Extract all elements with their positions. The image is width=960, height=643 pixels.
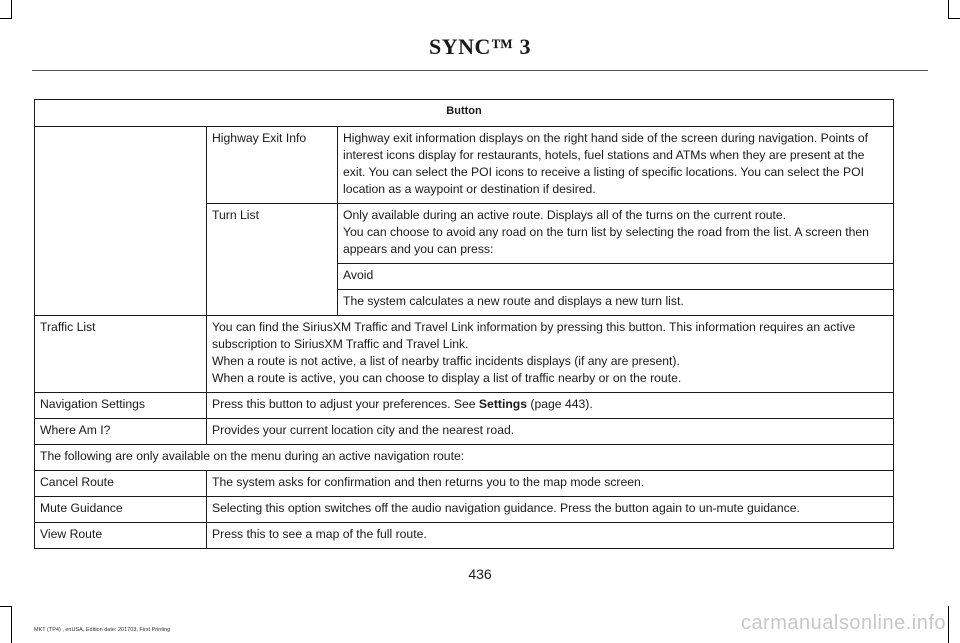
- row-desc-traffic-list: [207, 316, 894, 393]
- turn-list-line-1: Only available during an active route. Displays all of the turns on the current route.: [343, 208, 787, 222]
- turn-list-option-avoid-desc: The system calculates a new route and displays a new turn list.: [338, 290, 894, 316]
- table-row: [35, 127, 894, 204]
- turn-list-option-avoid: Avoid: [338, 264, 894, 290]
- row-label-navigation-settings: Navigation Settings: [35, 393, 207, 419]
- row-desc-highway-exit-info: Highway exit information displays on the right hand side of the screen during navigation. Points of interest icons display for restaurants, hotels, fuel stations and ATMs when they are present at the exit. You can select the POI icons to receive a listing of specific locations. You can select the POI location as a waypoint or destination if desired.: [338, 127, 894, 204]
- row-desc-mute-guidance: Selecting this option switches off the audio navigation guidance. Press the button again to un-mute guidance.: [207, 497, 894, 523]
- page-header-title: SYNC™ 3: [429, 34, 531, 59]
- navigation-buttons-table: [34, 99, 894, 549]
- table-row: [35, 523, 894, 549]
- page-number: 436: [468, 566, 492, 582]
- row-desc-navigation-settings: [207, 393, 894, 419]
- row-label-traffic-list: Traffic List: [35, 316, 207, 393]
- crop-mark: [11, 606, 12, 643]
- nav-settings-text: Press this button to adjust your preferences. See: [212, 397, 479, 411]
- row-desc-cancel-route: The system asks for confirmation and then returns you to the map mode screen.: [207, 471, 894, 497]
- nav-settings-page-ref: (page 443).: [527, 397, 593, 411]
- watermark: carmanualsonline.info: [740, 612, 946, 634]
- table-row: [35, 497, 894, 523]
- table-row: [35, 393, 894, 419]
- crop-mark: [948, 0, 949, 18]
- settings-link[interactable]: Settings: [478, 397, 527, 411]
- header-divider: [32, 70, 928, 71]
- row-desc-where-am-i: Provides your current location city and the nearest road.: [207, 419, 894, 445]
- row-label-cancel-route: Cancel Route: [35, 471, 207, 497]
- table-row: [35, 445, 894, 471]
- table-row: [35, 419, 894, 445]
- table-header-row: [35, 100, 894, 127]
- table-header-button: Button: [35, 100, 894, 127]
- row-label-turn-list: Turn List: [207, 204, 338, 316]
- crop-mark: [948, 606, 949, 643]
- turn-list-line-2: You can choose to avoid any road on the turn list by selecting the road from the list. A screen then appears and you can press:: [343, 225, 869, 256]
- active-route-note: The following are only available on the menu during an active navigation route:: [35, 445, 894, 471]
- row-label-mute-guidance: Mute Guidance: [35, 497, 207, 523]
- empty-cell: [35, 127, 207, 316]
- traffic-list-line-1: You can find the SiriusXM Traffic and Travel Link information by pressing this button. This information requires an active subscription to SiriusXM Traffic and Travel Link.: [212, 320, 856, 351]
- crop-mark: [0, 606, 12, 607]
- footer-edition-info: MKT (TP4) , enUSA, Edition date: 201703, First Printing: [34, 627, 171, 633]
- row-label-highway-exit-info: Highway Exit Info: [207, 127, 338, 204]
- table-row: [35, 471, 894, 497]
- crop-mark: [0, 18, 12, 19]
- row-desc-turn-list: [338, 204, 894, 264]
- row-desc-view-route: Press this to see a map of the full route.: [207, 523, 894, 549]
- table-row: [35, 316, 894, 393]
- traffic-list-line-3: When a route is active, you can choose to display a list of traffic nearby or on the route.: [212, 371, 682, 385]
- crop-mark: [11, 0, 12, 18]
- crop-mark: [948, 18, 960, 19]
- row-label-view-route: View Route: [35, 523, 207, 549]
- traffic-list-line-2: When a route is not active, a list of nearby traffic incidents displays (if any are present).: [212, 354, 680, 368]
- row-label-where-am-i: Where Am I?: [35, 419, 207, 445]
